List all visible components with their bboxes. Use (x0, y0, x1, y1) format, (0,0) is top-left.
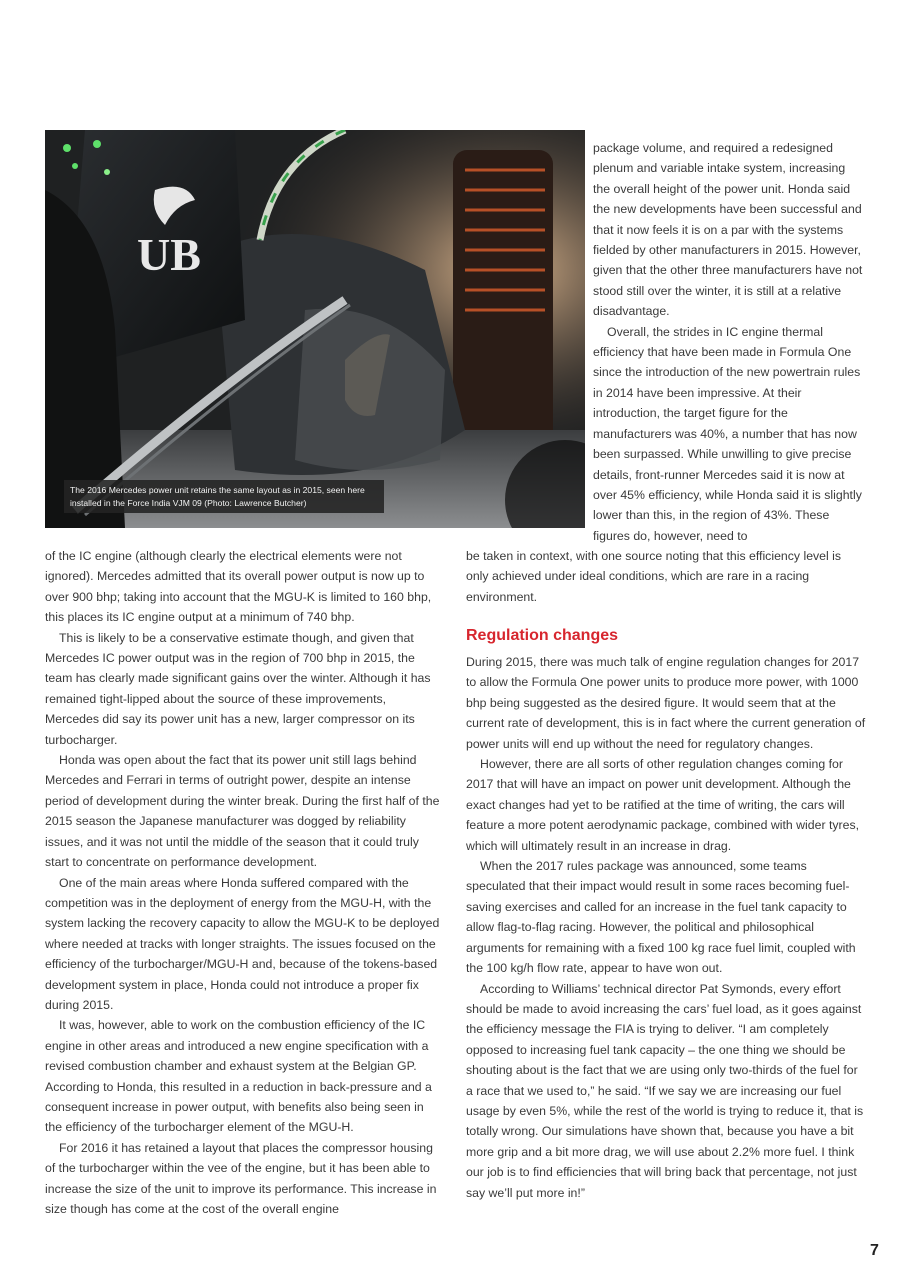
paragraph: Honda was open about the fact that its power unit still lags behind Mercedes and Ferrari in terms of outright power, despite an intense period of development during the winter break. During the first half of the 2015 season the Japanese manufacturer was dogged by reliability issues, and it was not until the middle of the season that it could truly start to concentrate on performance development. (45, 753, 440, 870)
article-column-left (45, 546, 443, 1219)
paragraph: During 2015, there was much talk of engine regulation changes for 2017 to allow the Formula One power units to produce more power, with 1000 bhp being suggested as the desired figure. It would seem that at the current rate of development, this is in fact where the current generation of power units will end up without the need for regulatory changes. (466, 655, 866, 751)
paragraph: It was, however, able to work on the combustion efficiency of the IC engine in other areas and introduced a new engine specification with a revised combustion chamber and exhaust system at the Belgian GP. According to Honda, this resulted in a reduction in back-pressure and a consequent increase in power output, with benefits also being seen in the efficiency of the turbocharger element of the MGU-H. (45, 1018, 432, 1135)
logo-text: UB (137, 229, 201, 280)
article-column-right-continued (466, 546, 866, 607)
engine-illustration (45, 130, 585, 528)
paragraph: According to Williams’ technical director Pat Symonds, every effort should be made to avoid increasing the cars’ fuel load, as it goes against the efficiency message the FIA is trying to deliver. “I am completely opposed to increasing fuel tank capacity – the one thing we should be shouting about is the fact that we are using only two-thirds of the fuel for a race that we used to,” he said. “If we say we are increasing our fuel usage by even 5%, while the rest of the world is trying to reduce it, that is totally wrong. Our simulations have shown that, because you have a bit more grip and a bit more drag, we will use about 2.2% more fuel. I think our job is to find efficiencies that will bring back that percentage, not just say we’ll put more in!” (466, 981, 864, 1200)
paragraph: This is likely to be a conservative estimate though, and given that Mercedes IC power output was in the region of 700 bhp in 2015, the team has clearly made significant gains over the winter. Although it has remained tight-lipped about the source of these improvements, Mercedes did say its power unit has a new, larger compressor on its turbocharger. (45, 630, 431, 747)
paragraph: of the IC engine (although clearly the electrical elements were not ignored). Mercedes admitted that its overall power output is now up to over 900 bhp; taking into account that the MGU-K is limited to 160 bhp, this places its IC engine output at a minimum of 740 bhp. (45, 549, 432, 625)
photo-caption: The 2016 Mercedes power unit retains the same layout as in 2015, seen here installed in the Force India VJM 09 (Photo: Lawrence Butcher) (64, 480, 384, 513)
paragraph: One of the main areas where Honda suffered compared with the competition was in the deployment of energy from the MGU-H, with the system lacking the recovery capacity to allow the MGU-K to be deployed where needed at tracks with longer straights. The issues focused on the efficiency of the turbocharger/MGU-H and, because of the tokens-based development system in place, Honda could not introduce a proper fix during 2015. (45, 875, 440, 1012)
paragraph: package volume, and required a redesigned plenum and variable intake system, increasing the overall height of the power unit. Honda said the new developments have been successful and that it now feels it is on a par with the systems fielded by other manufacturers in 2015. However, given that the other three manufacturers have not stood still over the winter, it is still at a relative disadvantage. (593, 141, 863, 319)
section-heading: Regulation changes (466, 627, 619, 644)
paragraph: Overall, the strides in IC engine thermal efficiency that have been made in Formula One since the introduction of the new powertrain rules in 2014 have been impressive. At their introduction, the target figure for the manufacturers was 40%, a number that has now been surpassed. While unwilling to give precise details, front-runner Mercedes said it is now at over 45% efficiency, while Honda said it is slightly lower than this, in the region of 43%. These figures do, however, need to (593, 324, 862, 543)
paragraph: For 2016 it has retained a layout that places the compressor housing of the turbocharger within the vee of the engine, but it has been able to increase the size of the unit to improve its performance. This increase in size though has come at the cost of the overall engine (45, 1140, 437, 1216)
paragraph: When the 2017 rules package was announced, some teams speculated that their impact would result in some races becoming fuel-saving exercises and called for an increase in the fuel tank capacity to allow flag-to-flag racing. However, the political and philosophical arguments for remaining with a fixed 100 kg race fuel limit, coupled with the 100 kg/h flow rate, appear to have won out. (466, 859, 856, 976)
paragraph: be taken in context, with one source noting that this efficiency level is only achieved under ideal conditions, which are rare in a racing environment. (466, 549, 842, 604)
page-number: 7 (870, 1242, 879, 1259)
regulation-changes-section (466, 624, 866, 1203)
article-column-top-right (593, 138, 863, 546)
power-unit-photo (45, 130, 585, 528)
paragraph: However, there are all sorts of other regulation changes coming for 2017 that will have an impact on power unit development. Although the exact changes had yet to be ratified at the time of writing, the cars will feature a more potent aerodynamic package, combined with wider tyres, which will ultimately result in an increase in drag. (466, 757, 860, 853)
